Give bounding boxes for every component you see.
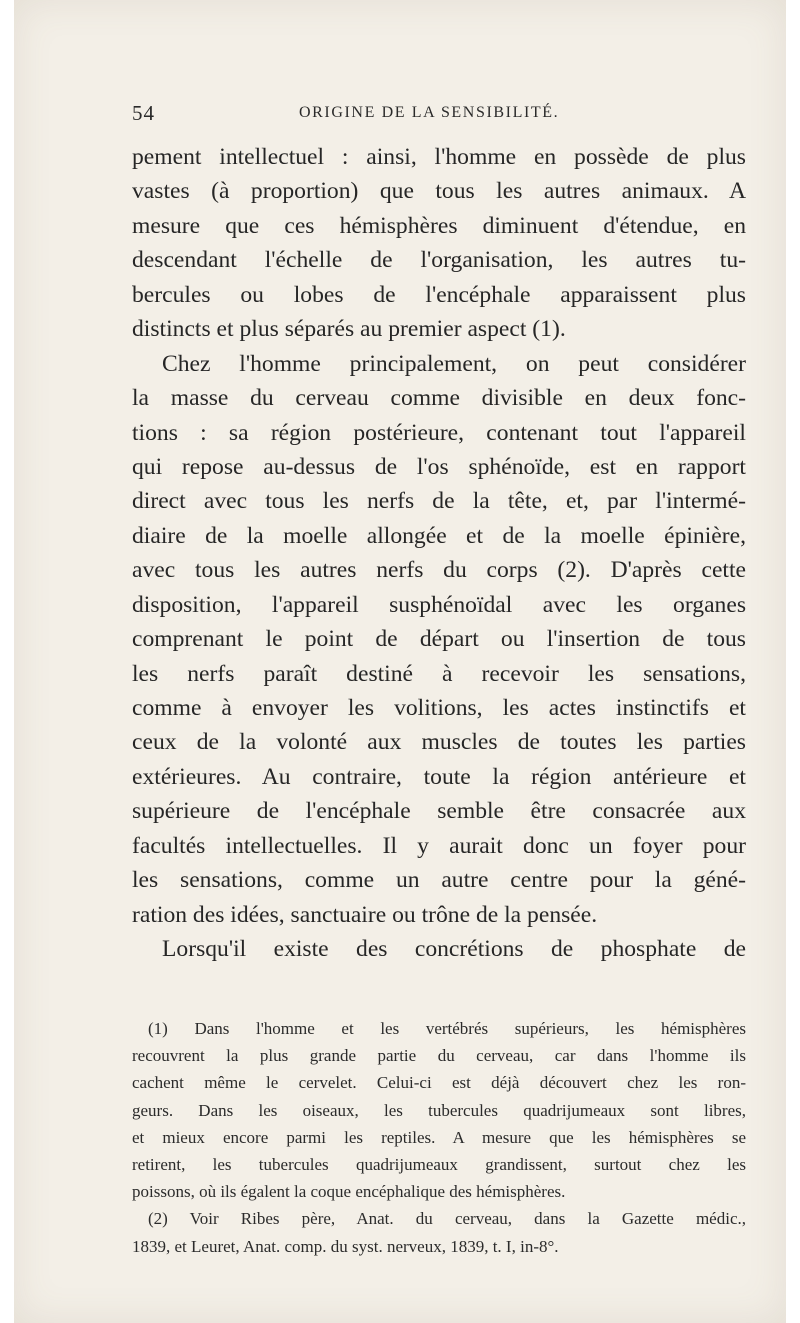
body-line: les sensations, comme un autre centre pour la géné- <box>132 867 746 894</box>
footnote-line: geurs. Dans les oiseaux, les tubercules quadrijumeaux sont libres, <box>132 1100 746 1120</box>
body-line: Lorsqu'il existe des concrétions de phosphate de <box>162 936 746 963</box>
body-text <box>132 140 746 967</box>
body-line: comme à envoyer les volitions, les actes instinctifs et <box>132 695 746 721</box>
body-line: avec tous les autres nerfs du corps (2). D'après cette <box>132 557 746 584</box>
footnotes <box>132 1015 746 1260</box>
body-line: mesure que ces hémisphères diminuent d'étendue, en <box>132 212 746 239</box>
body-line: facultés intellectuelles. Il y aurait donc un foyer pour <box>132 832 746 859</box>
body-line: qui repose au-dessus de l'os sphénoïde, est en rapport <box>132 453 746 480</box>
footnote-line: poissons, où ils égalent la coque encéphalique des hémisphères. <box>132 1182 566 1202</box>
body-line: bercules ou lobes de l'encéphale apparaissent plus <box>132 281 746 308</box>
body-line: extérieures. Au contraire, toute la région antérieure et <box>132 763 746 790</box>
footnote-line: (1) Dans l'homme et les vertébrés supérieurs, les hémisphères <box>148 1019 746 1038</box>
footnote-line: retirent, les tubercules quadrijumeaux grandissent, surtout chez les <box>132 1154 746 1174</box>
body-line: ration des idées, sanctuaire ou trône de la pensée. <box>132 901 598 928</box>
book-page <box>14 0 786 1323</box>
body-line: la masse du cerveau comme divisible en deux fonc- <box>132 385 746 412</box>
body-line: supérieure de l'encéphale semble être consacrée aux <box>132 798 746 825</box>
footnote-line: 1839, et Leuret, Anat. comp. du syst. nerveux, 1839, t. I, in-8°. <box>132 1236 559 1256</box>
page-header <box>132 101 772 127</box>
footnote-line: cachent même le cervelet. Celui-ci est déjà découvert chez les ron- <box>132 1073 746 1093</box>
page-number: 54 <box>132 101 155 125</box>
body-line: descendant l'échelle de l'organisation, les autres tu- <box>132 247 746 274</box>
body-line: les nerfs paraît destiné à recevoir les sensations, <box>132 660 746 687</box>
running-title: ORIGINE DE LA SENSIBILITÉ. <box>299 104 560 121</box>
body-line: Chez l'homme principalement, on peut considérer <box>162 350 746 377</box>
body-line: direct avec tous les nerfs de la tête, et, par l'intermé- <box>132 488 746 515</box>
body-line: tions : sa région postérieure, contenant tout l'appareil <box>132 419 746 446</box>
body-line: comprenant le point de départ ou l'insertion de tous <box>132 626 746 653</box>
footnote-line: recouvrent la plus grande partie du cerveau, car dans l'homme ils <box>132 1046 746 1066</box>
body-line: disposition, l'appareil susphénoïdal avec les organes <box>132 591 746 618</box>
footnote-line: (2) Voir Ribes père, Anat. du cerveau, dans la Gazette médic., <box>148 1209 746 1229</box>
footnote-line: et mieux encore parmi les reptiles. A mesure que les hémisphères se <box>132 1127 746 1147</box>
body-line: vastes (à proportion) que tous les autres animaux. A <box>132 178 746 205</box>
body-line: distincts et plus séparés au premier aspect (1). <box>132 316 566 343</box>
body-line: pement intellectuel : ainsi, l'homme en possède de plus <box>132 144 746 170</box>
body-line: ceux de la volonté aux muscles de toutes les parties <box>132 729 746 756</box>
body-line: diaire de la moelle allongée et de la moelle épinière, <box>132 522 746 549</box>
